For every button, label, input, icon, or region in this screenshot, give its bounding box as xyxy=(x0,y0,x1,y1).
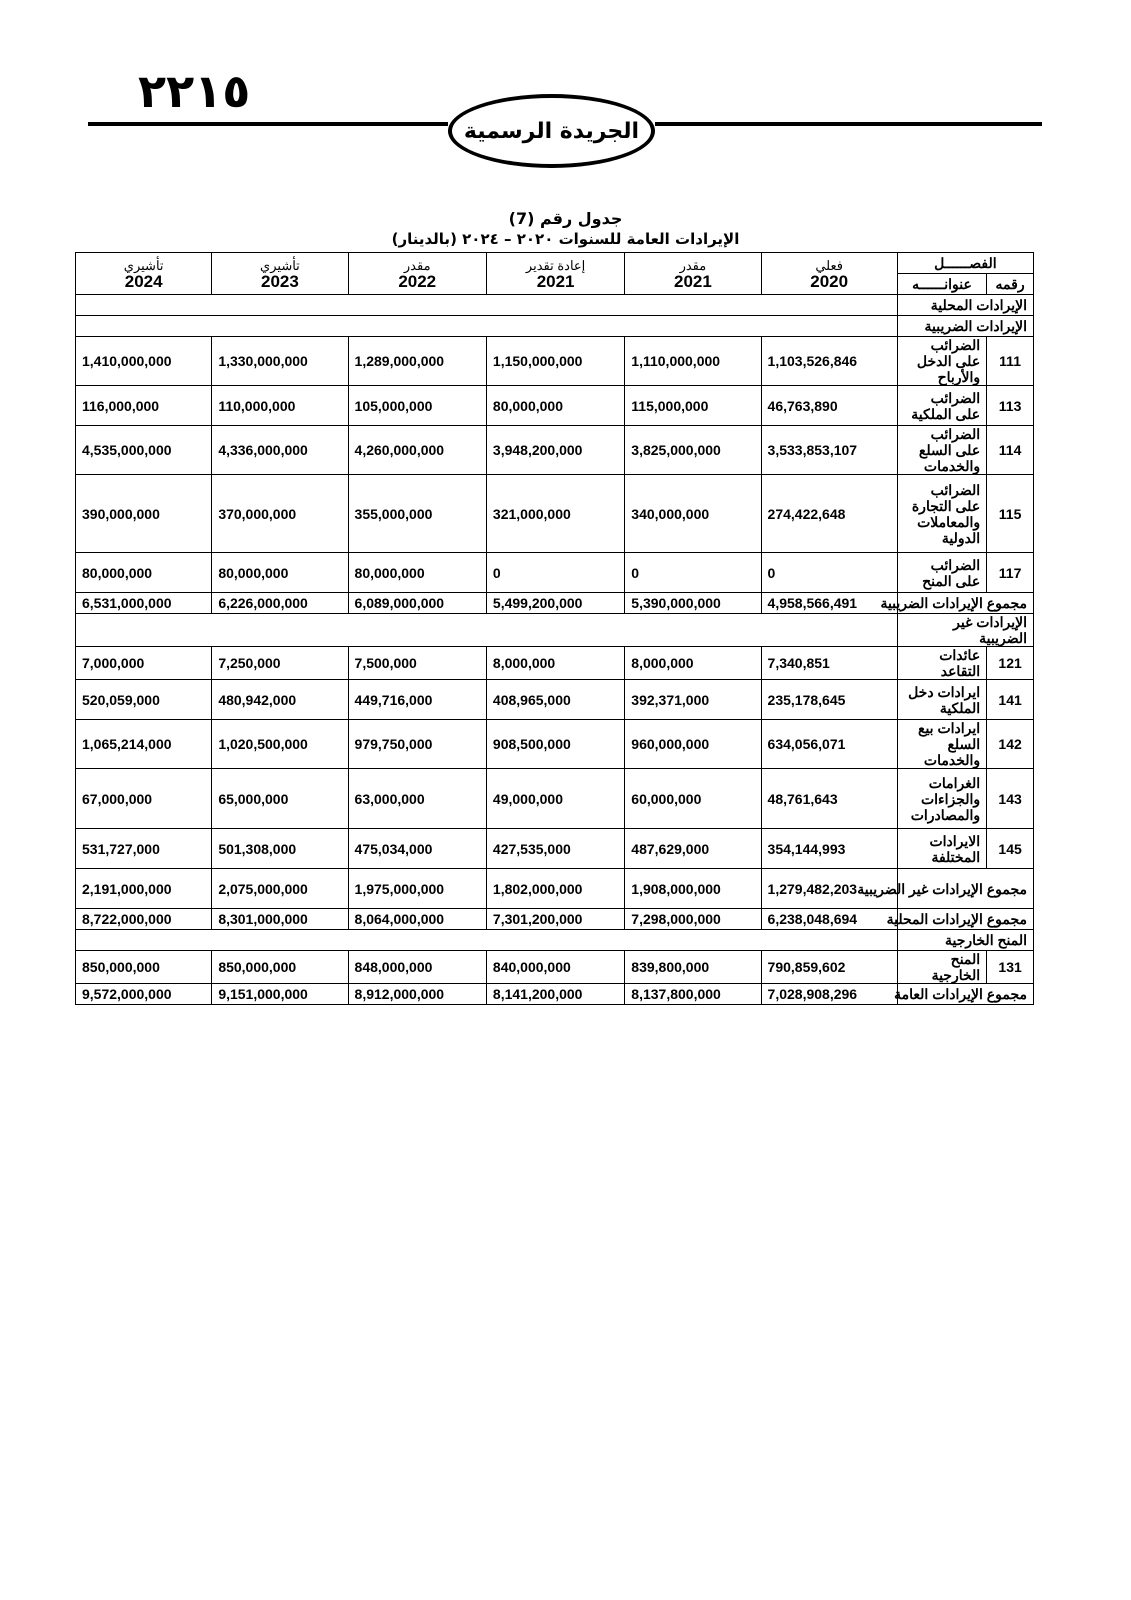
row-value: 531,727,000 xyxy=(76,829,212,869)
row-value: 848,000,000 xyxy=(348,951,486,984)
row-title: الايرادات المختلفة xyxy=(897,829,986,869)
row-value: 340,000,000 xyxy=(625,475,761,553)
row-title: الضرائب على السلع والخدمات xyxy=(897,426,986,475)
total-value: 4,958,566,491 xyxy=(761,593,897,614)
row-code: 115 xyxy=(987,475,1034,553)
blank-cell xyxy=(76,316,898,337)
total-value: 9,572,000,000 xyxy=(76,984,212,1005)
revenue-table xyxy=(75,252,1034,1005)
row-value: 790,859,602 xyxy=(761,951,897,984)
tax-total-row xyxy=(76,593,1034,614)
total-value: 8,064,000,000 xyxy=(348,909,486,930)
non-tax-row xyxy=(76,680,1034,720)
row-value: 908,500,000 xyxy=(486,720,624,769)
section-tax-revenues-row xyxy=(76,316,1034,337)
row-value: 1,110,000,000 xyxy=(625,337,761,386)
row-title: ايرادات دخل الملكية xyxy=(897,680,986,720)
row-value: 370,000,000 xyxy=(212,475,348,553)
row-value: 480,942,000 xyxy=(212,680,348,720)
total-title: مجموع الإيرادات المحلية xyxy=(897,909,1033,930)
row-value: 46,763,890 xyxy=(761,386,897,426)
row-value: 427,535,000 xyxy=(486,829,624,869)
total-value: 6,531,000,000 xyxy=(76,593,212,614)
row-title: المنح الخارجية xyxy=(897,951,986,984)
row-value: 7,500,000 xyxy=(348,647,486,680)
total-title: مجموع الإيرادات غير الضريبية xyxy=(897,869,1033,909)
total-value: 5,390,000,000 xyxy=(625,593,761,614)
row-title: الضرائب على التجارة والمعاملات الدولية xyxy=(897,475,986,553)
total-value: 6,089,000,000 xyxy=(348,593,486,614)
row-value: 487,629,000 xyxy=(625,829,761,869)
row-value: 355,000,000 xyxy=(348,475,486,553)
total-value: 8,912,000,000 xyxy=(348,984,486,1005)
header-col-1: فعلي 2020 xyxy=(761,253,897,295)
gazette-title-oval xyxy=(448,94,655,168)
total-title: مجموع الإيرادات العامة xyxy=(897,984,1033,1005)
row-value: 48,761,643 xyxy=(761,769,897,829)
total-value: 1,279,482,203 xyxy=(761,869,897,909)
row-code: 117 xyxy=(987,553,1034,593)
tax-row xyxy=(76,553,1034,593)
row-code: 111 xyxy=(987,337,1034,386)
total-value: 5,499,200,000 xyxy=(486,593,624,614)
row-value: 110,000,000 xyxy=(212,386,348,426)
row-title: الضرائب على الملكية xyxy=(897,386,986,426)
row-value: 3,948,200,000 xyxy=(486,426,624,475)
row-value: 274,422,648 xyxy=(761,475,897,553)
header-title-label: عنوانــــــه xyxy=(897,274,986,295)
header-chapter: الفصــــــل xyxy=(897,253,1033,274)
non-tax-row xyxy=(76,829,1034,869)
row-value: 80,000,000 xyxy=(348,553,486,593)
header-col-2: مقدر 2021 xyxy=(625,253,761,295)
row-value: 1,065,214,000 xyxy=(76,720,212,769)
non-tax-row xyxy=(76,769,1034,829)
table-subtitle: الإيرادات العامة للسنوات ٢٠٢٠ – ٢٠٢٤ (بالدينار) xyxy=(391,230,740,248)
row-title: الضرائب على المنح xyxy=(897,553,986,593)
row-title: الغرامات والجزاءات والمصادرات xyxy=(897,769,986,829)
row-value: 354,144,993 xyxy=(761,829,897,869)
tax-row xyxy=(76,426,1034,475)
row-value: 1,330,000,000 xyxy=(212,337,348,386)
non-tax-total-row xyxy=(76,869,1034,909)
section-non-tax-revenues-row xyxy=(76,614,1034,647)
row-value: 7,250,000 xyxy=(212,647,348,680)
row-code: 131 xyxy=(987,951,1034,984)
row-code: 145 xyxy=(987,829,1034,869)
row-value: 8,000,000 xyxy=(625,647,761,680)
total-value: 6,238,048,694 xyxy=(761,909,897,930)
total-value: 7,028,908,296 xyxy=(761,984,897,1005)
row-value: 840,000,000 xyxy=(486,951,624,984)
gazette-title: الجريدة الرسمية xyxy=(463,118,640,144)
header-code-label: رقمه xyxy=(987,274,1034,295)
section-non-tax-revenues-label: الإيرادات غير الضريبية xyxy=(953,614,1027,646)
section-local-revenues-row xyxy=(76,295,1034,316)
row-value: 4,535,000,000 xyxy=(76,426,212,475)
foreign-grants-row xyxy=(76,951,1034,984)
total-value: 6,226,000,000 xyxy=(212,593,348,614)
total-value: 8,137,800,000 xyxy=(625,984,761,1005)
row-value: 4,260,000,000 xyxy=(348,426,486,475)
table-number: جدول رقم (7) xyxy=(508,209,623,228)
row-code: 113 xyxy=(987,386,1034,426)
total-value: 8,301,000,000 xyxy=(212,909,348,930)
total-title: مجموع الإيرادات الضريبية xyxy=(897,593,1033,614)
row-value: 850,000,000 xyxy=(76,951,212,984)
row-value: 116,000,000 xyxy=(76,386,212,426)
row-value: 8,000,000 xyxy=(486,647,624,680)
row-value: 63,000,000 xyxy=(348,769,486,829)
header-col-6: تأشيري 2024 xyxy=(76,253,212,295)
row-value: 80,000,000 xyxy=(76,553,212,593)
tax-row xyxy=(76,337,1034,386)
row-code: 142 xyxy=(987,720,1034,769)
header-row-top xyxy=(76,253,1034,274)
total-value: 8,722,000,000 xyxy=(76,909,212,930)
row-value: 520,059,000 xyxy=(76,680,212,720)
section-local-revenues-label: الإيرادات المحلية xyxy=(930,297,1027,313)
header-col-4: مقدر 2022 xyxy=(348,253,486,295)
row-value: 449,716,000 xyxy=(348,680,486,720)
section-foreign-grants-row xyxy=(76,930,1034,951)
row-value: 60,000,000 xyxy=(625,769,761,829)
row-value: 475,034,000 xyxy=(348,829,486,869)
row-value: 7,340,851 xyxy=(761,647,897,680)
grand-total-row xyxy=(76,984,1034,1005)
tax-row xyxy=(76,475,1034,553)
header-col-3: إعادة تقدير 2021 xyxy=(486,253,624,295)
row-value: 115,000,000 xyxy=(625,386,761,426)
total-value: 1,802,000,000 xyxy=(486,869,624,909)
row-value: 1,020,500,000 xyxy=(212,720,348,769)
blank-cell xyxy=(76,295,898,316)
total-value: 2,075,000,000 xyxy=(212,869,348,909)
tax-row xyxy=(76,386,1034,426)
blank-cell xyxy=(76,614,898,647)
row-value: 408,965,000 xyxy=(486,680,624,720)
header-rule-right xyxy=(655,122,1042,126)
total-value: 8,141,200,000 xyxy=(486,984,624,1005)
section-local-revenues xyxy=(897,295,1033,316)
total-value: 1,908,000,000 xyxy=(625,869,761,909)
total-value: 9,151,000,000 xyxy=(212,984,348,1005)
row-value: 80,000,000 xyxy=(212,553,348,593)
row-code: 121 xyxy=(987,647,1034,680)
section-tax-revenues xyxy=(897,316,1033,337)
section-foreign-grants xyxy=(897,930,1033,951)
non-tax-row xyxy=(76,647,1034,680)
row-value: 634,056,071 xyxy=(761,720,897,769)
total-value: 1,975,000,000 xyxy=(348,869,486,909)
row-value: 7,000,000 xyxy=(76,647,212,680)
total-value: 7,298,000,000 xyxy=(625,909,761,930)
row-value: 392,371,000 xyxy=(625,680,761,720)
row-value: 105,000,000 xyxy=(348,386,486,426)
header-col-5: تأشيري 2023 xyxy=(212,253,348,295)
row-value: 321,000,000 xyxy=(486,475,624,553)
page-number: ٢٢١٥ xyxy=(138,64,251,118)
row-value: 235,178,645 xyxy=(761,680,897,720)
row-value: 3,533,853,107 xyxy=(761,426,897,475)
row-title: الضرائب على الدخل والأرباح xyxy=(897,337,986,386)
row-value: 1,150,000,000 xyxy=(486,337,624,386)
row-title: عائدات التقاعد xyxy=(897,647,986,680)
row-value: 1,289,000,000 xyxy=(348,337,486,386)
row-value: 960,000,000 xyxy=(625,720,761,769)
row-value: 0 xyxy=(625,553,761,593)
row-value: 850,000,000 xyxy=(212,951,348,984)
row-value: 390,000,000 xyxy=(76,475,212,553)
section-non-tax-revenues xyxy=(897,614,1033,647)
row-code: 114 xyxy=(987,426,1034,475)
row-value: 0 xyxy=(761,553,897,593)
row-value: 501,308,000 xyxy=(212,829,348,869)
row-title: ايرادات بيع السلع والخدمات xyxy=(897,720,986,769)
row-value: 4,336,000,000 xyxy=(212,426,348,475)
total-value: 2,191,000,000 xyxy=(76,869,212,909)
row-value: 0 xyxy=(486,553,624,593)
row-value: 3,825,000,000 xyxy=(625,426,761,475)
header-rule-left xyxy=(88,122,448,126)
section-tax-revenues-label: الإيرادات الضريبية xyxy=(924,318,1027,334)
row-value: 979,750,000 xyxy=(348,720,486,769)
non-tax-row xyxy=(76,720,1034,769)
row-value: 1,410,000,000 xyxy=(76,337,212,386)
local-total-row xyxy=(76,909,1034,930)
row-value: 839,800,000 xyxy=(625,951,761,984)
row-code: 143 xyxy=(987,769,1034,829)
row-code: 141 xyxy=(987,680,1034,720)
section-foreign-grants-label: المنح الخارجية xyxy=(944,932,1027,948)
blank-cell xyxy=(76,930,898,951)
row-value: 67,000,000 xyxy=(76,769,212,829)
row-value: 1,103,526,846 xyxy=(761,337,897,386)
row-value: 49,000,000 xyxy=(486,769,624,829)
row-value: 65,000,000 xyxy=(212,769,348,829)
row-value: 80,000,000 xyxy=(486,386,624,426)
total-value: 7,301,200,000 xyxy=(486,909,624,930)
